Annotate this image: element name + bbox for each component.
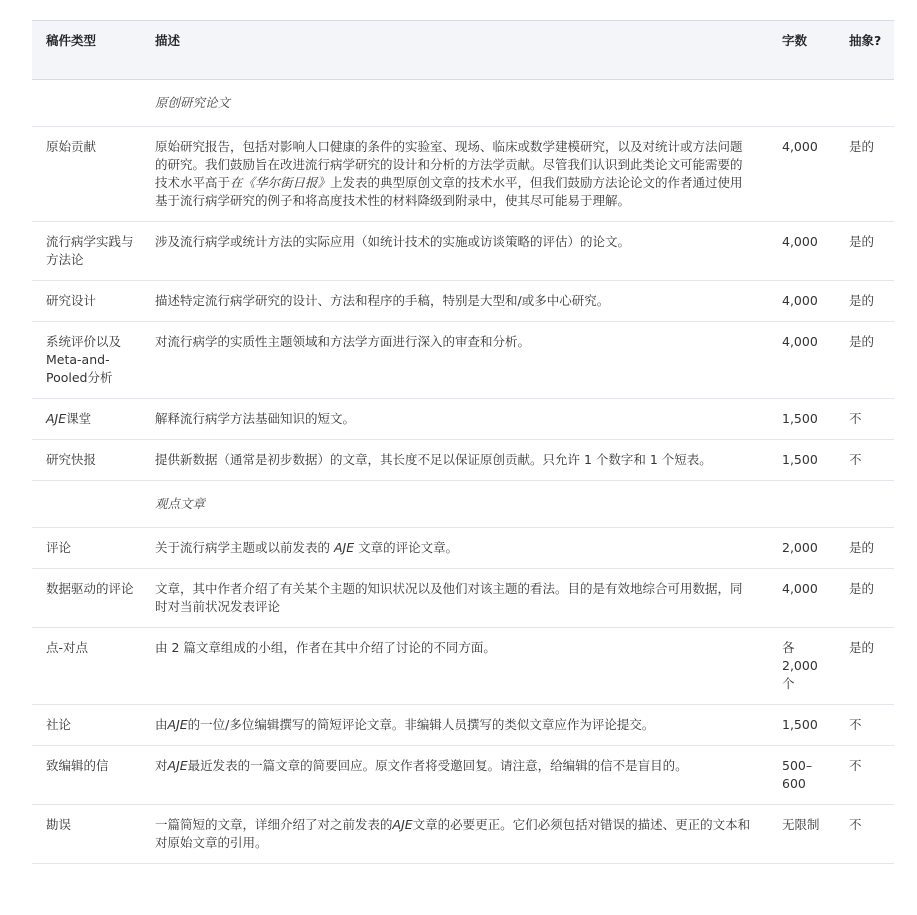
- abstract-cell: 不: [835, 746, 894, 805]
- abstract-cell: 不: [835, 705, 894, 746]
- table-row: [32, 322, 894, 399]
- type-italic-text: AJE: [46, 411, 67, 426]
- table-row: [32, 628, 894, 705]
- word-count-cell: 4,000: [768, 222, 835, 281]
- description-text: 文章的必要更正。它们必须包括对错误的描述、更正的文本和对原始文章的引用。: [155, 817, 751, 850]
- type-cell: 勘误: [32, 805, 141, 864]
- description-cell: 由 2 篇文章组成的小组，作者在其中介绍了讨论的不同方面。: [141, 628, 768, 705]
- description-text: 原始研究报告，包括对影响人口健康的条件的实验室、现场、临床或数学建模研究，以及对统计或方法问题的研究。我们鼓励旨在改进流行病学研究的设计和分析的方法学贡献。尽管我们认识到此类论文可能需要的技术水平高于: [155, 139, 743, 190]
- type-cell: 社论: [32, 705, 141, 746]
- description-text: 最近发表的一篇文章的简要回应。原文作者将受邀回复。请注意，给编辑的信不是盲目的。: [187, 758, 688, 773]
- description-cell: [141, 528, 768, 569]
- section-title-original: 原创研究论文: [141, 80, 894, 127]
- description-cell: [141, 805, 768, 864]
- header-abstract: 抽象?: [835, 21, 894, 80]
- table-row: [32, 281, 894, 322]
- manuscript-types-table: [32, 20, 894, 864]
- abstract-cell: 不: [835, 805, 894, 864]
- section-title-opinion: 观点文章: [141, 481, 894, 528]
- table-row: [32, 399, 894, 440]
- type-cell: 研究设计: [32, 281, 141, 322]
- table-row: [32, 805, 894, 864]
- description-cell: 对流行病学的实质性主题领域和方法学方面进行深入的审查和分析。: [141, 322, 768, 399]
- word-count-cell: 2,000: [768, 528, 835, 569]
- description-cell: 解释流行病学方法基础知识的短文。: [141, 399, 768, 440]
- description-cell: 文章，其中作者介绍了有关某个主题的知识状况以及他们对该主题的看法。目的是有效地综合可用数据，同时对当前状况发表评论: [141, 569, 768, 628]
- description-cell: [141, 127, 768, 222]
- table-row: [32, 746, 894, 805]
- section-row-opinion: [32, 481, 894, 528]
- word-count-cell: 1,500: [768, 440, 835, 481]
- word-count-cell: 各 2,000 个: [768, 628, 835, 705]
- description-italic-text: AJE: [167, 758, 188, 773]
- manuscript-types-table-wrapper: [32, 20, 894, 864]
- description-text: 一篇简短的文章，详细介绍了对之前发表的: [155, 817, 393, 832]
- header-word-count: 字数: [768, 21, 835, 80]
- type-cell: 数据驱动的评论: [32, 569, 141, 628]
- header-type: 稿件类型: [32, 21, 141, 80]
- description-cell: 提供新数据（通常是初步数据）的文章，其长度不足以保证原创贡献。只允许 1 个数字和 1 个短表。: [141, 440, 768, 481]
- abstract-cell: 不: [835, 440, 894, 481]
- word-count-cell: 4,000: [768, 322, 835, 399]
- header-row: [32, 21, 894, 80]
- word-count-cell: 4,000: [768, 281, 835, 322]
- description-text: 对: [155, 758, 168, 773]
- table-row: [32, 705, 894, 746]
- description-cell: [141, 705, 768, 746]
- type-cell: [32, 399, 141, 440]
- table-row: [32, 127, 894, 222]
- section-row-original: [32, 80, 894, 127]
- abstract-cell: 是的: [835, 528, 894, 569]
- description-italic-text: AJE: [167, 717, 188, 732]
- type-cell: 系统评价以及Meta-and-Pooled分析: [32, 322, 141, 399]
- word-count-cell: 1,500: [768, 399, 835, 440]
- table-row: [32, 222, 894, 281]
- table-row: [32, 528, 894, 569]
- abstract-cell: 是的: [835, 127, 894, 222]
- type-text: 课堂: [66, 411, 92, 426]
- table-body: [32, 80, 894, 864]
- abstract-cell: 是的: [835, 628, 894, 705]
- type-cell: 研究快报: [32, 440, 141, 481]
- type-cell: 流行病学实践与方法论: [32, 222, 141, 281]
- table-header: [32, 21, 894, 80]
- description-text: 文章的评论文章。: [354, 540, 459, 555]
- description-italic-text: AJE: [333, 540, 355, 555]
- description-italic-text: 在《华尔街日报》: [230, 175, 331, 190]
- description-text: 上发表的典型原创文章的技术水平，但我们鼓励方法论论文的作者通过使用基于流行病学研究的例子和将高度技术性的材料降级到附录中，使其尽可能易于理解。: [155, 175, 743, 208]
- header-description: 描述: [141, 21, 768, 80]
- description-cell: [141, 746, 768, 805]
- type-cell: 原始贡献: [32, 127, 141, 222]
- description-text: 的一位/多位编辑撰写的简短评论文章。非编辑人员撰写的类似文章应作为评论提交。: [187, 717, 655, 732]
- abstract-cell: 是的: [835, 569, 894, 628]
- word-count-cell: 4,000: [768, 127, 835, 222]
- table-row: [32, 569, 894, 628]
- type-cell: 评论: [32, 528, 141, 569]
- description-text: 关于流行病学主题或以前发表的: [155, 540, 334, 555]
- description-italic-text: AJE: [392, 817, 413, 832]
- word-count-cell: 500–600: [768, 746, 835, 805]
- word-count-cell: 无限制: [768, 805, 835, 864]
- description-cell: 涉及流行病学或统计方法的实际应用（如统计技术的实施或访谈策略的评估）的论文。: [141, 222, 768, 281]
- abstract-cell: 是的: [835, 281, 894, 322]
- type-cell: 致编辑的信: [32, 746, 141, 805]
- word-count-cell: 4,000: [768, 569, 835, 628]
- section-empty-cell: [32, 481, 141, 528]
- table-row: [32, 440, 894, 481]
- abstract-cell: 不: [835, 399, 894, 440]
- abstract-cell: 是的: [835, 222, 894, 281]
- type-cell: 点-对点: [32, 628, 141, 705]
- abstract-cell: 是的: [835, 322, 894, 399]
- section-empty-cell: [32, 80, 141, 127]
- description-cell: 描述特定流行病学研究的设计、方法和程序的手稿，特别是大型和/或多中心研究。: [141, 281, 768, 322]
- word-count-cell: 1,500: [768, 705, 835, 746]
- description-text: 由: [155, 717, 168, 732]
